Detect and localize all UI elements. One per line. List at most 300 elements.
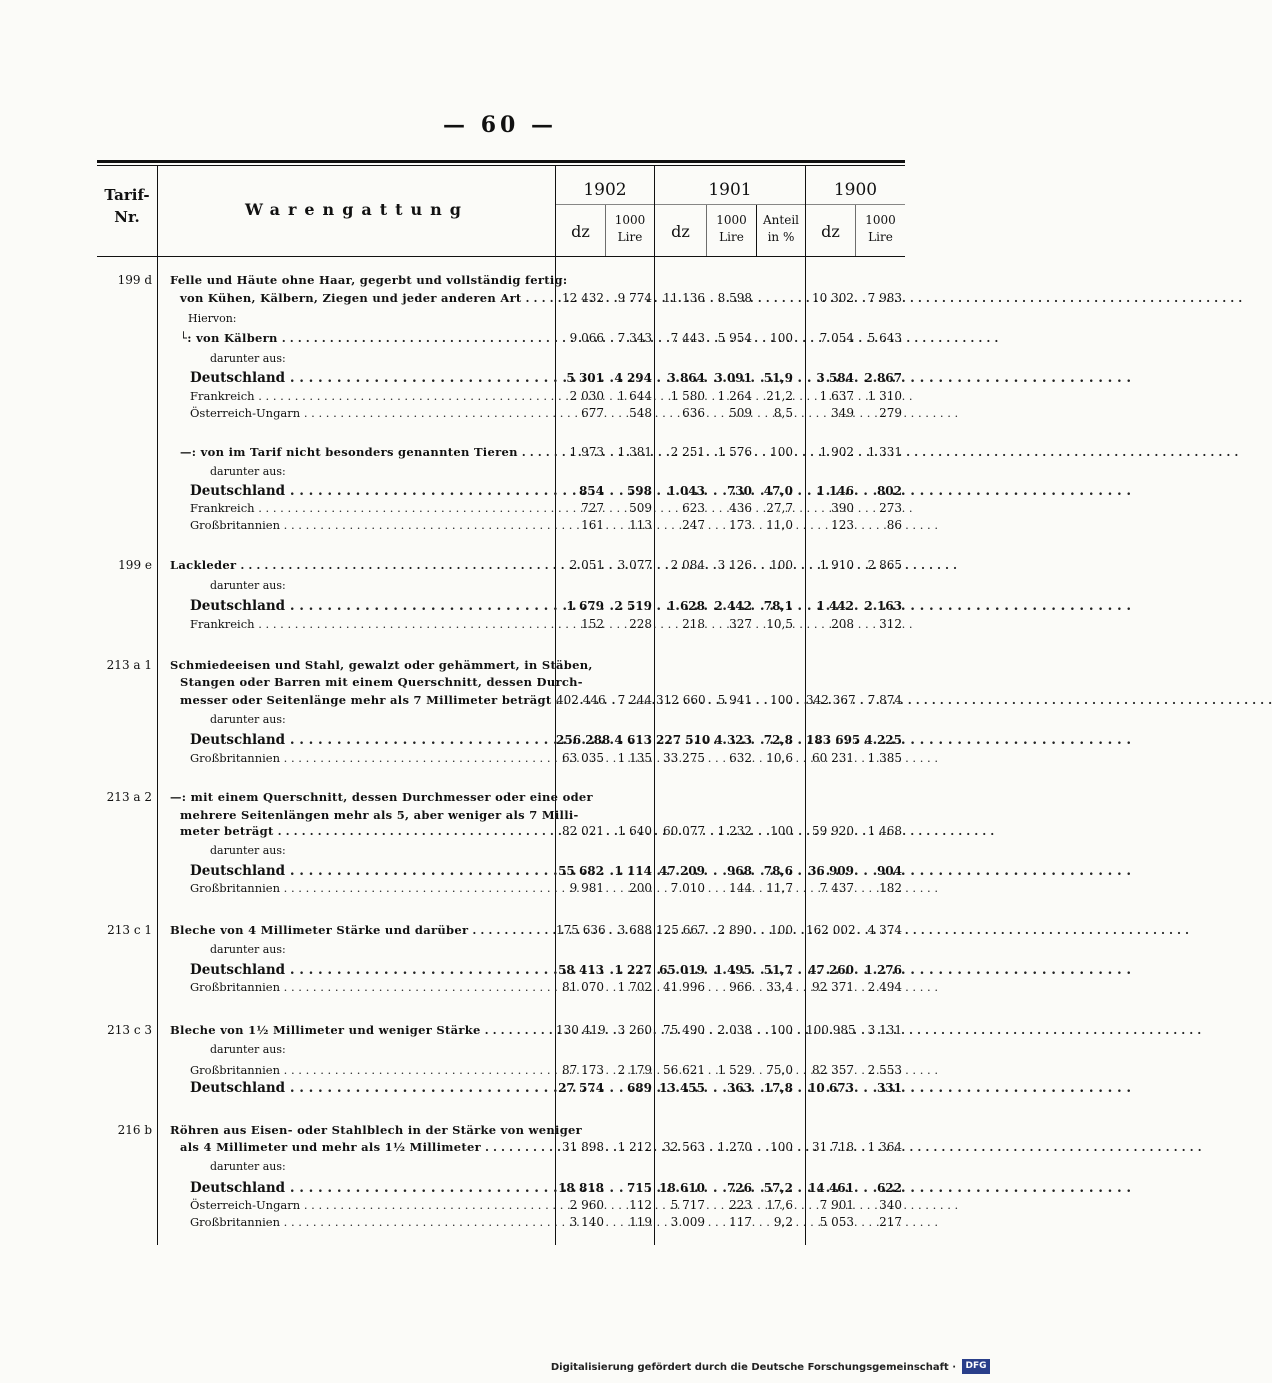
value-cell: 63 035 [562,751,604,765]
row-label: Bleche von 4 Millimeter Stärke und darüber . . . [170,921,550,939]
value-cell: 363 [726,1081,752,1095]
table-row [0,978,1000,996]
tarif-number: 199 d [117,273,152,287]
value-cell: 4 294 [614,371,652,385]
value-cell: 152 [581,617,604,631]
value-cell: 47 209 [659,864,705,878]
value-cell: 27 574 [558,1081,604,1095]
value-cell: 802 [876,484,902,498]
value-cell: 3 260 [617,1023,652,1037]
table-row [0,673,1000,691]
row-label [170,636,550,654]
value-cell: 100 [770,923,793,937]
value-cell: 3 131 [867,1023,902,1037]
row-label: darunter aus: [210,352,286,365]
table-row [0,289,1000,307]
value-cell: 2 163 [864,599,902,613]
table-row [0,404,1000,422]
value-cell: 331 [876,1081,902,1095]
value-cell: 5 053 [819,1215,854,1229]
value-cell: 727 [581,501,604,515]
table-row [0,329,1000,347]
value-cell: 100 [770,1023,793,1037]
value-cell: 402 446 [556,693,606,707]
table-row [0,1079,1000,1097]
value-cell: 7 343 [617,331,652,345]
tarif-number: 213 c 3 [107,1023,152,1037]
value-cell: 1 385 [867,751,902,765]
table-row [0,711,1000,729]
value-cell: 854 [578,484,604,498]
value-cell: 7 054 [819,331,854,345]
value-cell: 5 954 [717,331,752,345]
value-cell: 119 [629,1215,652,1229]
value-cell: 144 [729,881,752,895]
value-cell: 312 660 [656,693,706,707]
header-year-1901: 1901 [708,180,752,200]
header-anteil-1901: Anteil in % [763,213,799,244]
value-cell: 2 038 [717,1023,752,1037]
value-cell: 100 [770,824,793,838]
value-cell: 227 510 [656,733,711,747]
table-row [0,350,1000,368]
table-row [0,1138,1000,1156]
table-row [0,769,1000,787]
row-label: darunter aus: [210,844,286,857]
value-cell: 1 114 [614,864,652,878]
row-label: darunter aus: [210,943,286,956]
value-cell: 208 [831,617,854,631]
value-cell: 59 920 [812,824,854,838]
value-cell: 3 688 [617,923,652,937]
value-cell: 1 495 [714,963,752,977]
row-label: —: mit einem Querschnitt, dessen Durchmesser oder eine oder [170,790,593,804]
value-cell: 7 901 [819,1198,854,1212]
value-cell: 7 983 [867,291,902,305]
value-cell: 1 212 [617,1140,652,1154]
row-label [170,900,550,918]
row-label: als 4 Millimeter und mehr als 1½ Millimeter . . . [180,1138,560,1156]
value-cell: 113 [629,518,652,532]
row-label [170,769,550,787]
value-cell: 36 909 [808,864,854,878]
value-cell: 10 302 [812,291,854,305]
row-label: messer oder Seitenlänge mehr als 7 Millimeter beträgt . . . [180,691,560,709]
value-cell: 31 718 [812,1140,854,1154]
value-cell: 312 [879,617,902,631]
value-cell: 2 251 [670,445,705,459]
value-cell: 7 443 [670,331,705,345]
row-label [170,424,550,442]
value-cell: 3 077 [617,558,652,572]
value-cell: 228 [629,617,652,631]
value-cell: 92 371 [812,980,854,994]
value-cell: 9 774 [617,291,652,305]
value-cell: 41 996 [663,980,705,994]
table-row [0,1196,1000,1214]
header-tarif-nr: Tarif- Nr. [104,186,150,226]
value-cell: 279 [879,406,902,420]
row-label: Schmiedeeisen und Stahl, gewalzt oder gehämmert, in Stäben, [170,658,593,672]
value-cell: 5 717 [670,1198,705,1212]
header-year-1900: 1900 [833,180,878,200]
table-row [0,310,1000,328]
footer-credit: Digitalisierung gefördert durch die Deutsche Forschungsgemeinschaft · [550,1362,956,1373]
value-cell: 2 084 [670,558,705,572]
value-cell: 173 [729,518,752,532]
value-cell: 8 598 [717,291,752,305]
value-cell: 10,5 [766,617,793,631]
header-dz-1902: dz [571,222,590,241]
value-cell: 689 [626,1081,652,1095]
table-row [0,842,1000,860]
table-row [0,921,1000,939]
value-cell: 47,0 [763,484,793,498]
row-label [170,1099,550,1117]
table-row [0,822,1000,840]
row-label: mehrere Seitenlängen mehr als 5, aber weniger als 7 Milli- [180,808,579,822]
value-cell: 82 357 [812,1063,854,1077]
value-cell: 60 231 [812,751,854,765]
value-cell: 2 960 [569,1198,604,1212]
value-cell: 117 [729,1215,752,1229]
value-cell: 18 610 [659,1181,705,1195]
value-cell: 966 [729,980,752,994]
value-cell: 4 323 [714,733,752,747]
value-cell: 10 673 [808,1081,854,1095]
value-cell: 247 [682,518,705,532]
table-row [0,482,1000,500]
value-cell: 1 043 [667,484,705,498]
header-dz-1900: dz [821,222,840,241]
value-cell: 47 260 [808,963,854,977]
value-cell: 390 [831,501,854,515]
value-cell: 436 [729,501,752,515]
value-cell: 3 009 [670,1215,705,1229]
table-row [0,999,1000,1017]
value-cell: 1 135 [617,751,652,765]
value-cell: 1 364 [867,1140,902,1154]
value-cell: 82 021 [562,824,604,838]
value-cell: 9,2 [773,1215,793,1229]
table-row [0,1099,1000,1117]
row-label: Deutschland . . . [190,369,550,387]
tarif-number: 213 a 2 [106,790,152,804]
value-cell: 1 702 [617,980,652,994]
value-cell: 87 173 [562,1063,604,1077]
value-cell: 1 628 [667,599,705,613]
value-cell: 33,4 [766,980,793,994]
value-cell: 182 [879,881,902,895]
row-label: von Kühen, Kälbern, Ziegen und jeder anderen Art . . . [180,289,560,307]
value-cell: 162 002 [806,923,856,937]
value-cell: 3 091 [714,371,752,385]
value-cell: 904 [876,864,902,878]
value-cell: 7 010 [670,881,705,895]
value-cell: 1 232 [717,824,752,838]
table-row [0,731,1000,749]
value-cell: 1 902 [819,445,854,459]
value-cell: 21,2 [766,389,793,403]
row-label: Bleche von 1½ Millimeter und weniger Stärke . . . [170,1021,550,1039]
row-label: Großbritannien . . . [190,749,550,767]
value-cell: 112 [629,1198,652,1212]
table-row [0,1158,1000,1176]
value-cell: 100 [770,693,793,707]
value-cell: 51,7 [763,963,793,977]
value-cell: 632 [729,751,752,765]
row-label: Deutschland . . . [190,597,550,615]
table-row [0,941,1000,959]
value-cell: 5 941 [717,693,752,707]
value-cell: 14 461 [808,1181,854,1195]
value-cell: 32 563 [663,1140,705,1154]
row-label: Großbritannien . . . [190,516,550,534]
value-cell: 2 030 [569,389,604,403]
table-row [0,961,1000,979]
value-cell: 2 867 [864,371,902,385]
table-row [0,656,1000,674]
value-cell: 1 146 [816,484,854,498]
value-cell: 622 [876,1181,902,1195]
value-cell: 27,7 [766,501,793,515]
value-cell: 12 432 [562,291,604,305]
tarif-number: 213 a 1 [106,658,152,672]
value-cell: 11 136 [663,291,705,305]
value-cell: 2 051 [569,558,604,572]
header-lire-1901: 1000 Lire [716,213,747,244]
row-label: Großbritannien . . . [190,1061,550,1079]
value-cell: 9 981 [569,881,604,895]
value-cell: 75 490 [663,1023,705,1037]
value-cell: 3 140 [569,1215,604,1229]
value-cell: 2 179 [617,1063,652,1077]
row-label: darunter aus: [210,1160,286,1173]
row-label: Felle und Häute ohne Haar, gegerbt und vollständig fertig: [170,273,568,287]
value-cell: 11,0 [766,518,793,532]
value-cell: 548 [629,406,652,420]
table-row [0,1021,1000,1039]
value-cell: 123 [831,518,854,532]
value-cell: 2 865 [867,558,902,572]
value-cell: 31 898 [562,1140,604,1154]
row-label: —: von im Tarif nicht besonders genannten Tieren . . . [180,443,560,461]
value-cell: 7 437 [819,881,854,895]
table-row [0,636,1000,654]
value-cell: 7 244 [617,693,652,707]
row-label: darunter aus: [210,579,286,592]
table-row [0,577,1000,595]
value-cell: 13 455 [659,1081,705,1095]
row-label: Österreich-Ungarn . . . [190,1196,550,1214]
value-cell: 78,1 [763,599,793,613]
value-cell: 56 621 [663,1063,705,1077]
table-row [0,1041,1000,1059]
value-cell: 75,0 [766,1063,793,1077]
value-cell: 1 270 [717,1140,752,1154]
row-label: Deutschland . . . [190,1179,550,1197]
value-cell: 130 419 [556,1023,606,1037]
value-cell: 636 [682,406,705,420]
row-label: Frankreich . . . [190,499,550,517]
row-label: └: von Kälbern . . . [180,329,560,347]
row-label: Deutschland . . . [190,961,550,979]
value-cell: 125 667 [656,923,706,937]
table-row [0,1213,1000,1231]
value-cell: 2 519 [614,599,652,613]
value-cell: 1 310 [867,389,902,403]
value-cell: 78,6 [763,864,793,878]
value-cell: 5 643 [867,331,902,345]
row-label: Röhren aus Eisen- oder Stahlblech in der Stärke von weniger [170,1123,583,1137]
value-cell: 183 695 [806,733,861,747]
row-label: Großbritannien . . . [190,1213,550,1231]
row-label: Deutschland . . . [190,1079,550,1097]
header-year-1902: 1902 [583,180,627,200]
value-cell: 217 [879,1215,902,1229]
value-cell: 7 874 [867,693,902,707]
row-label: Lackleder . . . [170,556,550,574]
value-cell: 2 494 [867,980,902,994]
value-cell: 1 576 [717,445,752,459]
table-row [0,536,1000,554]
table-row [0,900,1000,918]
value-cell: 60 077 [663,824,705,838]
value-cell: 1 580 [670,389,705,403]
value-cell: 1 331 [867,445,902,459]
value-cell: 200 [629,881,652,895]
row-label: Hiervon: [188,312,237,325]
row-label: Großbritannien . . . [190,978,550,996]
value-cell: 3 126 [717,558,752,572]
value-cell: 256 288 [556,733,611,747]
value-cell: 1 910 [819,558,854,572]
row-label: darunter aus: [210,465,286,478]
value-cell: 100 [770,445,793,459]
table-row [0,862,1000,880]
value-cell: 726 [726,1181,752,1195]
value-cell: 161 [581,518,604,532]
value-cell: 65 019 [659,963,705,977]
value-cell: 3 584 [816,371,854,385]
table-row [0,499,1000,517]
value-cell: 10,6 [766,751,793,765]
row-label: Deutschland . . . [190,731,550,749]
row-label: Frankreich . . . [190,615,550,633]
table-row [0,879,1000,897]
value-cell: 1 264 [717,389,752,403]
value-cell: 1 381 [617,445,652,459]
value-cell: 342 367 [806,693,856,707]
value-cell: 3 864 [667,371,705,385]
value-cell: 86 [886,518,902,532]
value-cell: 223 [729,1198,752,1212]
table-row [0,271,1000,289]
value-cell: 100 [770,1140,793,1154]
table-row [0,424,1000,442]
value-cell: 100 985 [806,1023,856,1037]
value-cell: 598 [626,484,652,498]
table-row [0,369,1000,387]
table-row [0,749,1000,767]
table-row [0,443,1000,461]
value-cell: 9 066 [569,331,604,345]
value-cell: 100 [770,558,793,572]
table-row [0,597,1000,615]
value-cell: 218 [682,617,705,631]
row-label: darunter aus: [210,1043,286,1056]
table-row [0,556,1000,574]
value-cell: 2 553 [867,1063,902,1077]
table-row [0,1179,1000,1197]
row-label [170,999,550,1017]
value-cell: 715 [626,1181,652,1195]
value-cell: 677 [581,406,604,420]
header-warengattung: Warengattung [245,200,469,219]
table-row [0,463,1000,481]
value-cell: 5 301 [566,371,604,385]
value-cell: 273 [879,501,902,515]
row-label: Stangen oder Barren mit einem Querschnitt, dessen Durch- [180,675,583,689]
value-cell: 968 [726,864,752,878]
table-row [0,788,1000,806]
value-cell: 1 637 [819,389,854,403]
table-row [0,615,1000,633]
value-cell: 1 468 [867,824,902,838]
value-cell: 17,6 [766,1198,793,1212]
value-cell: 2 890 [717,923,752,937]
row-label: darunter aus: [210,713,286,726]
tarif-number: 199 e [118,558,152,572]
value-cell: 51,9 [763,371,793,385]
table-row [0,387,1000,405]
table-row [0,1121,1000,1139]
value-cell: 58 413 [558,963,604,977]
value-cell: 1 973 [569,445,604,459]
table-row [0,516,1000,534]
value-cell: 33 275 [663,751,705,765]
value-cell: 175 636 [556,923,606,937]
row-label: Österreich-Ungarn . . . [190,404,550,422]
value-cell: 1 644 [617,389,652,403]
value-cell: 1 227 [614,963,652,977]
value-cell [757,289,793,307]
header-lire-1902: 1000 Lire [614,213,646,244]
value-cell: 509 [629,501,652,515]
tarif-number: 213 c 1 [107,923,152,937]
header-lire-1900: 1000 Lire [865,213,896,244]
value-cell: 4 613 [614,733,652,747]
value-cell: 18 818 [558,1181,604,1195]
value-cell: 4 374 [867,923,902,937]
value-cell: 1 442 [816,599,854,613]
value-cell: 81 070 [562,980,604,994]
value-cell: 55 682 [558,864,604,878]
value-cell: 100 [770,331,793,345]
value-cell: 349 [831,406,854,420]
value-cell: 1 640 [617,824,652,838]
row-label: Deutschland . . . [190,862,550,880]
value-cell: 1 679 [566,599,604,613]
value-cell: 1 276 [864,963,902,977]
row-label: Deutschland . . . [190,482,550,500]
header-dz-1901: dz [671,222,690,241]
value-cell: 509 [729,406,752,420]
value-cell: 72,8 [763,733,793,747]
value-cell: 17,8 [763,1081,793,1095]
value-cell: 730 [726,484,752,498]
row-label: meter beträgt . . . [180,822,560,840]
